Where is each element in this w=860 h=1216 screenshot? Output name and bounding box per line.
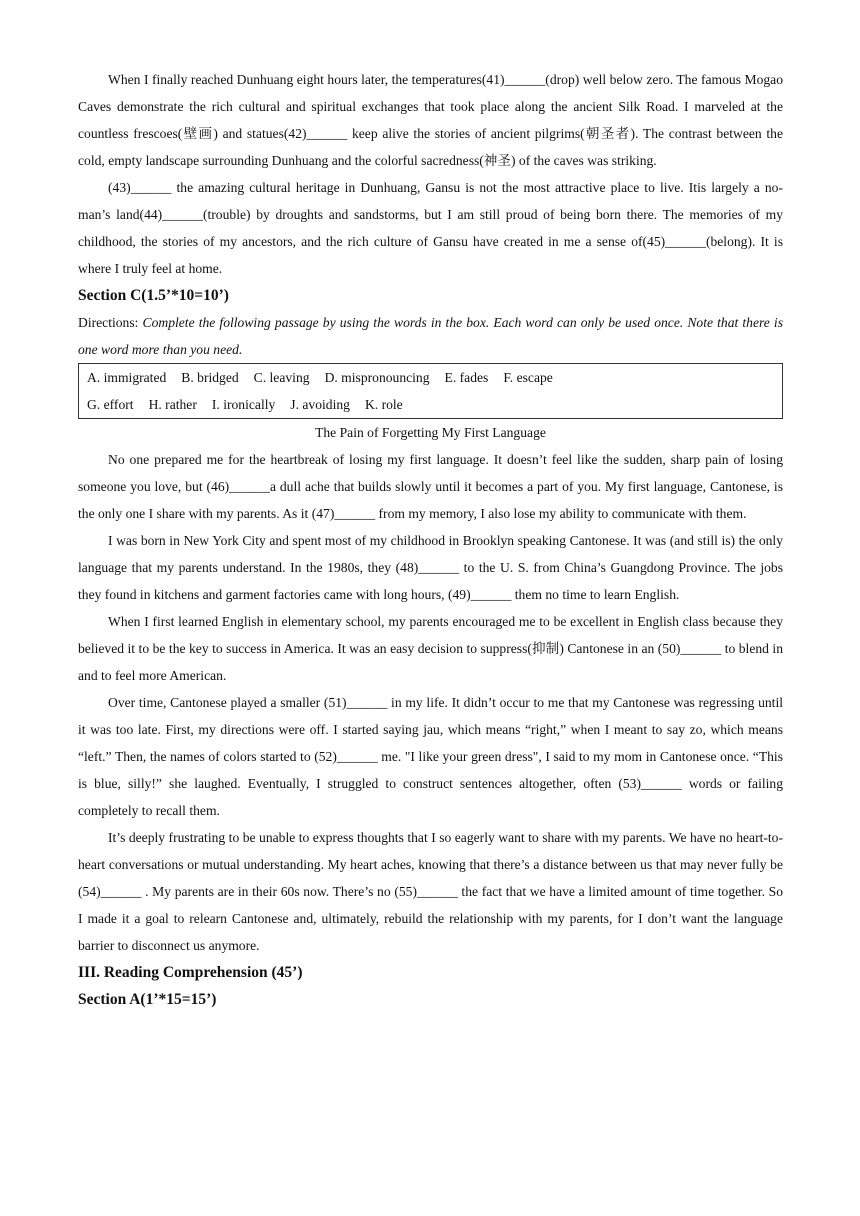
word-option: F. escape [503,370,553,385]
word-option: G. effort [87,397,134,412]
word-box-row-1 [87,364,774,391]
passage-title: The Pain of Forgetting My First Language [315,425,546,440]
word-option: K. role [364,397,403,412]
word-option: I. ironically [211,397,276,412]
paragraph-54-55: It’s deeply frustrating to be unable to express thoughts that I so eagerly want to share with my parents. We have no heart-to-heart conversations or mutual understanding. My heart aches, knowing that there’s a distance between us that may never fully be (54)______ . My parents are in their 60s now. There’s no (55)______ the fact that we have a limited amount of time together. So I made it a goal to relearn Cantonese and, ultimately, rebuild the relationship with my parents, for I don’t want the language barrier to disconnect us anymore. [78,830,783,953]
word-option: A. immigrated [87,370,167,385]
word-option: E. fades [444,370,489,385]
section-a-heading: Section A(1’*15=15’) [78,991,217,1008]
word-box-row-2 [87,391,774,418]
paragraph-46-47: No one prepared me for the heartbreak of losing my first language. It doesn’t feel like the sudden, sharp pain of losing someone you love, but (46)______a dull ache that builds slowly until it becomes a part of you. My first language, Cantonese, is the only one I share with my parents. As it (47)______ from my memory, I also lose my ability to communicate with them. [78,452,783,521]
word-option: C. leaving [253,370,310,385]
paragraph-41-42: When I finally reached Dunhuang eight hours later, the temperatures(41)______(drop) well below zero. The famous Mogao Caves demonstrate the rich cultural and spiritual exchanges that took place along the ancient Silk Road. I marveled at the countless frescoes(壁画) and statues(42)______ keep alive the stories of ancient pilgrims(朝圣者). The contrast between the cold, empty landscape surrounding Dunhuang and the colorful sacredness(神圣) of the caves was striking. [78,72,783,168]
word-option: B. bridged [181,370,239,385]
word-option: D. mispronouncing [324,370,430,385]
document-page [78,66,783,1013]
word-option: H. rather [148,397,197,412]
section-c-directions [78,309,783,363]
paragraph-50: When I first learned English in elementary school, my parents encouraged me to be excellent in English class because they believed it to be the key to success in America. It was an easy decision to suppress(抑制) Cantonese in an (50)______ to blend in and to feel more American. [78,614,783,683]
directions-label: Directions: [78,315,143,330]
paragraph-51-53: Over time, Cantonese played a smaller (51)______ in my life. It didn’t occur to me that my Cantonese was regressing until it was too late. First, my directions were off. I started saying jau, which means “right,” when I meant to say zo, which means “left.” Then, the names of colors started to (52)______ me. "I like your green dress", I said to my mom in Cantonese once. “This is blue, silly!” she laughed. Eventually, I struggled to construct sentences altogether, often (53)______ words or failing completely to recall them. [78,695,783,818]
word-box [78,363,783,419]
part-three-heading: III. Reading Comprehension (45’) [78,964,303,981]
paragraph-43-45: (43)______ the amazing cultural heritage in Dunhuang, Gansu is not the most attractive place to live. Itis largely a no-man’s land(44)______(trouble) by droughts and sandstorms, but I am still proud of being born there. The memories of my childhood, the stories of my ancestors, and the rich culture of Gansu have created in me a sense of(45)______(belong). It is where I truly feel at home. [78,180,783,276]
paragraph-48-49: I was born in New York City and spent most of my childhood in Brooklyn speaking Cantonese. It was (and still is) the only language that my parents understand. In the 1980s, they (48)______ to the U. S. from China’s Guangdong Province. The jobs they found in kitchens and garment factories came with long hours, (49)______ them no time to learn English. [78,533,783,602]
directions-text: Complete the following passage by using the words in the box. Each word can only be used once. Note that there is one word more than you need. [78,315,783,357]
section-c-heading: Section C(1.5’*10=10’) [78,287,229,304]
word-option: J. avoiding [290,397,350,412]
